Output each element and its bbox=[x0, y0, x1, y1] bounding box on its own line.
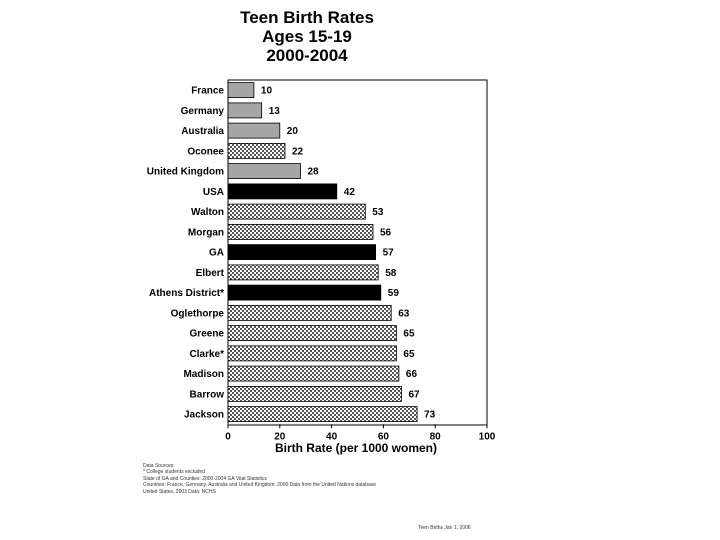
category-labels bbox=[147, 86, 225, 421]
category-label: Clarke* bbox=[189, 348, 224, 360]
value-label: 58 bbox=[385, 267, 397, 279]
category-label: Barrow bbox=[189, 389, 224, 401]
bar bbox=[228, 83, 254, 98]
bar bbox=[228, 123, 280, 138]
value-label: 73 bbox=[424, 409, 436, 421]
value-label: 59 bbox=[387, 288, 399, 300]
bar bbox=[228, 265, 378, 280]
value-label: 56 bbox=[380, 227, 392, 239]
value-label: 67 bbox=[408, 389, 420, 401]
x-axis-ticks bbox=[225, 424, 496, 442]
value-label: 42 bbox=[343, 186, 355, 198]
bar bbox=[228, 386, 402, 401]
note-line: State of GA and Counties: 2000-2004 GA Vital Statistics bbox=[143, 475, 267, 482]
x-tick-label: 60 bbox=[377, 431, 389, 443]
bar bbox=[228, 184, 337, 199]
bar bbox=[228, 285, 381, 300]
value-label: 65 bbox=[403, 328, 415, 340]
category-label: United Kingdom bbox=[146, 166, 224, 178]
category-label: Jackson bbox=[183, 409, 224, 421]
category-label: Walton bbox=[191, 207, 224, 219]
note-line: * College students excluded bbox=[143, 469, 205, 476]
value-label: 66 bbox=[405, 369, 418, 381]
category-label: Madison bbox=[183, 369, 224, 381]
category-label: France bbox=[191, 85, 224, 97]
value-label: 10 bbox=[260, 85, 273, 97]
bar bbox=[228, 326, 396, 341]
bar bbox=[228, 346, 396, 361]
value-label: 53 bbox=[372, 207, 384, 219]
bar bbox=[228, 407, 417, 422]
x-tick-label: 40 bbox=[326, 431, 338, 443]
bar bbox=[228, 224, 373, 239]
x-axis-label: Birth Rate (per 1000 women) bbox=[274, 441, 438, 455]
note-line: Data Sources: bbox=[143, 463, 175, 469]
bar bbox=[228, 305, 391, 320]
category-label: GA bbox=[209, 247, 224, 259]
x-tick-label: 80 bbox=[429, 431, 441, 443]
title-line-1: Teen Birth Rates bbox=[240, 8, 374, 27]
note-line: United States, 2003 Data: NCHS bbox=[143, 488, 216, 495]
value-label: 65 bbox=[403, 348, 415, 360]
x-tick-label: 100 bbox=[478, 431, 496, 443]
x-tick-label: 0 bbox=[225, 431, 231, 443]
value-label: 28 bbox=[307, 166, 319, 178]
value-label: 57 bbox=[382, 247, 394, 259]
bar bbox=[228, 204, 365, 219]
category-label: Oglethorpe bbox=[170, 308, 224, 320]
title-line-3: 2000-2004 bbox=[266, 46, 348, 65]
category-label: Morgan bbox=[187, 227, 224, 239]
x-tick-label: 20 bbox=[274, 431, 286, 443]
bar bbox=[228, 366, 399, 381]
bar bbox=[228, 245, 376, 260]
category-label: Elbert bbox=[195, 267, 224, 279]
category-label: Greene bbox=[189, 328, 224, 340]
title-line-2: Ages 15-19 bbox=[262, 27, 352, 46]
value-label: 22 bbox=[292, 146, 304, 158]
bar bbox=[228, 143, 285, 158]
value-label: 13 bbox=[268, 105, 280, 117]
category-label: Germany bbox=[180, 105, 224, 117]
category-label: Athens District* bbox=[148, 288, 224, 300]
category-label: Australia bbox=[181, 126, 224, 138]
credit-text: Teen Births Jan 1, 2006 bbox=[418, 525, 471, 531]
category-label: USA bbox=[202, 186, 224, 198]
value-label: 20 bbox=[286, 126, 298, 138]
category-label: Oconee bbox=[187, 146, 224, 158]
data-sources-notes bbox=[143, 463, 376, 495]
value-label: 63 bbox=[398, 308, 410, 320]
bar bbox=[228, 103, 262, 118]
note-line: Countries: France, Germany, Australia and United Kingdom: 2000 Data from the United Nations database bbox=[143, 482, 377, 489]
bar bbox=[228, 164, 301, 179]
